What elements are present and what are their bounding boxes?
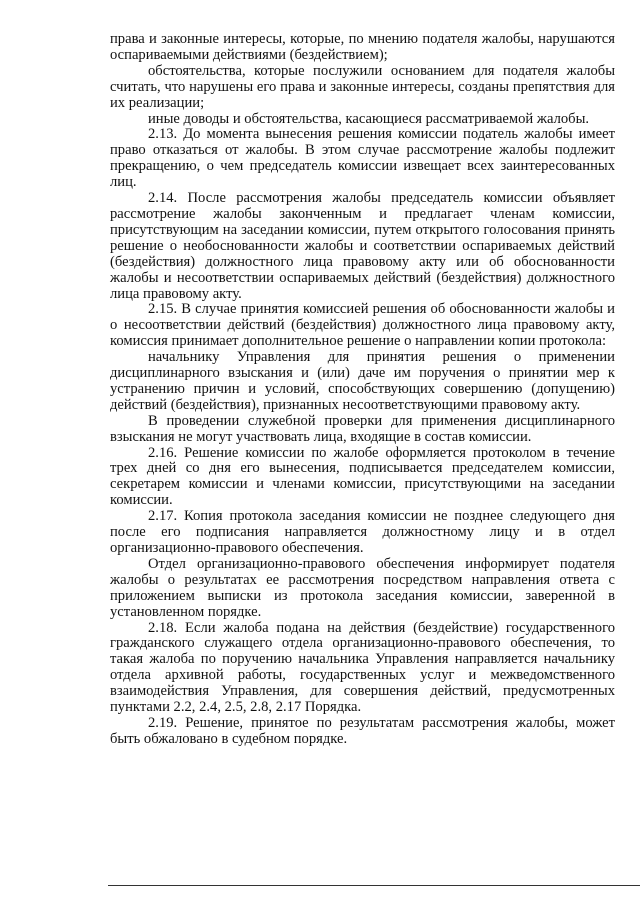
paragraph-2-13: 2.13. До момента вынесения решения комиссии податель жалобы имеет право отказаться от жалобы. В этом случае рассмотрение жалобы подлежит прекращению, о чем председатель комиссии извещает всех заинтересованных лиц.	[110, 126, 615, 191]
paragraph-2-16: 2.16. Решение комиссии по жалобе оформляется протоколом в течение трех дней со дня его вынесения, подписывается председателем комиссии, секретарем комиссии и членами комиссии, присутствующими на заседании комиссии.	[110, 444, 615, 509]
paragraph-2-18: 2.18. Если жалоба подана на действия (бездействие) государственного гражданского служащего отдела организационно-правового обеспечения, то такая жалоба по поручению начальника Управления направляется начальнику отдела архивной работы, государственных услуг и межведомственного взаимодействия Управления, для совершения действий, предусмотренных пунктами 2.2, 2.4, 2.5, 2.8, 2.17 Порядка.	[110, 619, 615, 716]
bottom-rule	[108, 885, 640, 886]
paragraph-2-14: 2.14. После рассмотрения жалобы председатель комиссии объявляет рассмотрение жалобы законченным и предлагает членам комиссии, присутствующим на заседании комиссии, путем открытого голосования принять решение о необоснованности жалобы и соответствии оспариваемых действий (бездействия) должностного лица правовому акту или об обоснованности жалобы и несоответствии оспариваемых действий (бездействия) должностного лица правовому акту.	[110, 190, 615, 302]
paragraph-legal-department-informs: Отдел организационно-правового обеспечения информирует подателя жалобы о результатах ее рассмотрения посредством направления ответа с приложением выписки из протокола заседания комиссии, заверенной в установленном порядке.	[110, 555, 615, 620]
paragraph-2-17: 2.17. Копия протокола заседания комиссии не позднее следующего дня после его подписания направляется должностному лицу и в отдел организационно-правового обеспечения.	[110, 508, 615, 556]
paragraph-rights-violated: права и законные интересы, которые, по мнению подателя жалобы, нарушаются оспариваемыми действиями (бездействием);	[110, 31, 615, 63]
paragraph-2-15: 2.15. В случае принятия комиссией решения об обоснованности жалобы и о несоответствии действий (бездействия) должностного лица правовому акту, комиссия принимает дополнительное решение о направлении копии протокола:	[110, 301, 615, 350]
paragraph-internal-check: В проведении служебной проверки для применения дисциплинарного взыскания не могут участвовать лица, входящие в состав комиссии.	[110, 412, 615, 445]
document-page	[110, 32, 615, 748]
paragraph-other-arguments: иные доводы и обстоятельства, касающиеся рассматриваемой жалобы.	[148, 110, 590, 127]
paragraph-2-19: 2.19. Решение, принятое по результатам рассмотрения жалобы, может быть обжаловано в судебном порядке.	[110, 714, 615, 747]
paragraph-head-of-department: начальнику Управления для принятия решения о применении дисциплинарного взыскания и (или) даче им поручения о принятии мер к устранению причин и условий, способствующих совершению (допущению) действий (бездействия), признанных несоответствующими правовому акту.	[110, 349, 615, 413]
paragraph-circumstances: обстоятельства, которые послужили основанием для подателя жалобы считать, что нарушены его права и законные интересы, созданы препятствия для их реализации;	[110, 62, 615, 111]
